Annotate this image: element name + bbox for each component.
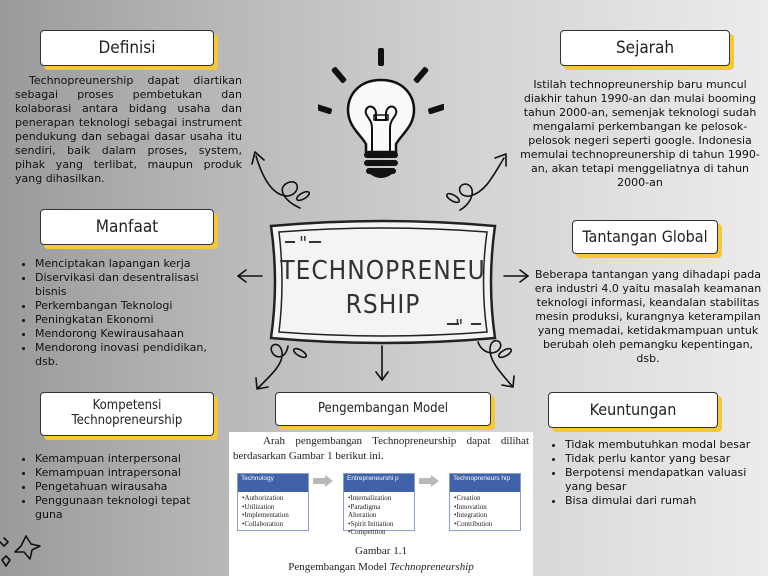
- tantangan-text: Beberapa tantangan yang dihadapi pada era industri 4.0 yaitu masalah keamanan teknologi informasi, keandalan stabilitas mesin produksi, kurangnya keterampilan yang memadai, ketidakmampuan untuk berubah oleh pemangku kepentingan, dsb.: [534, 268, 762, 365]
- figure-box-item: •Authorization: [242, 494, 284, 502]
- svg-text:": ": [299, 233, 308, 254]
- figure-box-item: •Innovation: [454, 502, 487, 511]
- main-title-line1: TECHNOPRENEU: [280, 256, 486, 286]
- figure-box-head: Technology: [238, 474, 308, 492]
- pengembangan-title: Pengembangan Model: [317, 401, 449, 416]
- main-title-line2: RSHIP: [345, 290, 421, 320]
- figure-caption-number: Gambar 1.1: [355, 545, 407, 557]
- figure-caption-prefix: Pengembangan Model: [288, 561, 390, 573]
- figure-box-item: •Collaboration: [242, 519, 283, 528]
- definisi-title: Definisi: [98, 38, 156, 58]
- manfaat-title: Manfaat: [95, 217, 159, 237]
- kompetensi-item: • Kemampuan intrapersonal: [35, 466, 214, 480]
- keuntungan-item: • Berpotensi mendapatkan valuasi yang besar: [565, 466, 752, 494]
- figure-caption-italic: Technopreneurship: [389, 561, 474, 573]
- figure-box-item: •Creation: [454, 494, 481, 502]
- manfaat-item: • Peningkatan Ekonomi: [35, 313, 228, 327]
- figure-intro: Arah pengembangan Technopreneurship dapat dilihat berdasarkan Gambar 1 berikut ini.: [233, 435, 529, 462]
- kompetensi-item: • Kemampuan interpersonal: [35, 452, 214, 466]
- sejarah-title: Sejarah: [615, 38, 675, 58]
- figure-box-item: •Integration: [454, 511, 488, 519]
- kompetensi-item: • Pengetahuan wirausaha: [35, 480, 214, 494]
- figure-box-item: •Implementation: [242, 511, 289, 519]
- manfaat-item: • Perkembangan Teknologi: [35, 299, 228, 313]
- figure-box-item: •Internalization: [348, 494, 392, 502]
- sejarah-text: Istilah technopreunership baru muncul diakhir tahun 1990-an dan mulai booming tahun 2000-an, semenjak teknologi sudah mengalami perkembangan ke pelosok-pelosok negeri seperti google. Indonesia memulai technopreunership di tahun 1990-an, akan tetapi menggeliatnya di tahun 2000-an: [520, 78, 760, 189]
- figure-box-item: •Competition: [348, 528, 386, 536]
- svg-text:": ": [455, 316, 464, 337]
- figure-box-head: Entrepreneurshi p: [344, 474, 414, 492]
- manfaat-item: • Mendorong inovasi pendidikan, dsb.: [35, 341, 228, 369]
- keuntungan-title: Keuntungan: [589, 400, 677, 419]
- keuntungan-item: • Tidak membutuhkan modal besar: [565, 438, 752, 452]
- keuntungan-item: • Tidak perlu kantor yang besar: [565, 452, 752, 466]
- kompetensi-item: • Penggunaan teknologi tepat guna: [35, 494, 214, 522]
- kompetensi-title-line2: Technopreneurship: [71, 413, 183, 428]
- figure-box-item: •Spirit Initiation: [348, 519, 394, 528]
- tantangan-title: Tantangan Global: [582, 227, 708, 246]
- figure-box-head: Technopreneurs hip: [450, 474, 520, 492]
- kompetensi-title-line1: Kompetensi: [92, 398, 162, 413]
- figure-box-item: •Contribution: [454, 519, 493, 528]
- manfaat-item: • Menciptakan lapangan kerja: [35, 257, 228, 271]
- definisi-text: Technopreunership dapat diartikan sebagai proses pembetukan dan kolaborasi antara bidang usaha dan penerapan teknologi sebagai instrument pendukung dan sebagai dasar usaha itu sendiri, baik dalam proses, system, pihak yang terlibat, maupun produk yang dihasilkan.: [15, 74, 242, 185]
- figure-box-item: •Paradigma Alteration: [348, 502, 381, 519]
- manfaat-item: • Diservikasi dan desentralisasi bisnis: [35, 271, 228, 299]
- figure-box-item: •Utilization: [242, 502, 275, 511]
- manfaat-item: • Mendorong Kewirausahaan: [35, 327, 228, 341]
- keuntungan-item: • Bisa dimulai dari rumah: [565, 494, 752, 508]
